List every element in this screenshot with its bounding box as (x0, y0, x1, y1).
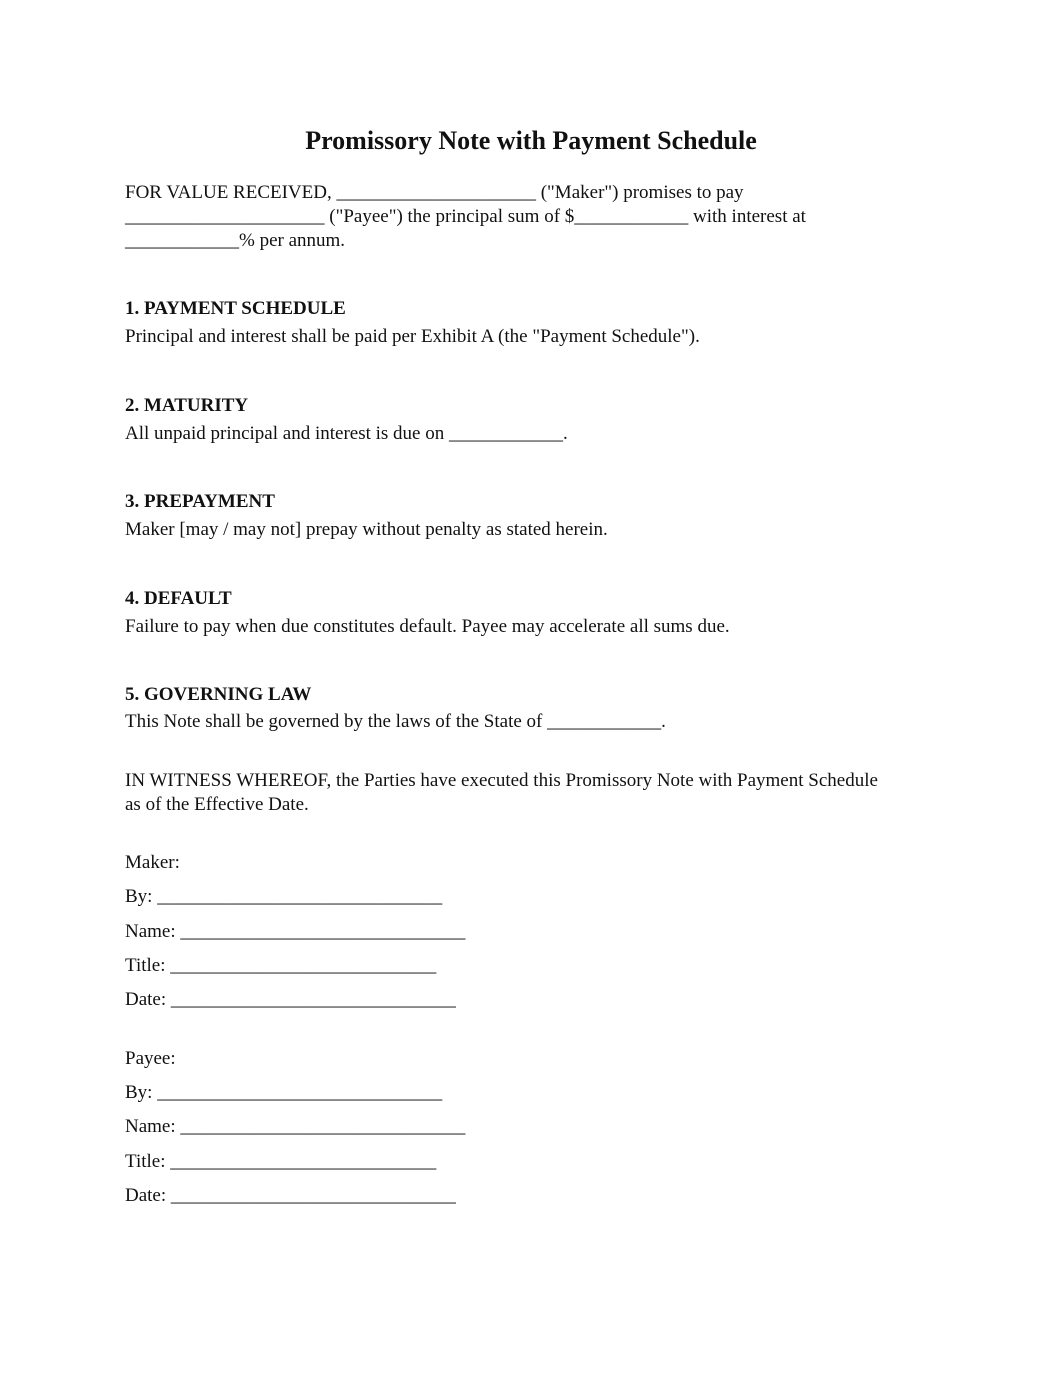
section-heading-payment-schedule: 1. PAYMENT SCHEDULE (125, 298, 346, 319)
intro-line-2: _____________________ ("Payee") the principal sum of $____________ with interest at (125, 206, 806, 227)
section-heading-prepayment: 3. PREPAYMENT (125, 491, 275, 512)
maker-label: Maker: (125, 852, 180, 873)
document-title: Promissory Note with Payment Schedule (305, 126, 757, 155)
maker-title-field: Title: ____________________________ (125, 955, 437, 976)
witness-line-1: IN WITNESS WHEREOF, the Parties have executed this Promissory Note with Payment Schedule (125, 770, 878, 791)
section-heading-governing-law: 5. GOVERNING LAW (125, 684, 312, 705)
maker-name-field: Name: ______________________________ (125, 921, 466, 942)
witness-line-2: as of the Effective Date. (125, 794, 309, 815)
section-heading-default: 4. DEFAULT (125, 588, 232, 609)
maker-by-field: By: ______________________________ (125, 886, 443, 907)
payee-by-field: By: ______________________________ (125, 1082, 443, 1103)
section-body-governing-law: This Note shall be governed by the laws of the State of ____________. (125, 711, 666, 732)
payee-label: Payee: (125, 1048, 176, 1069)
section-body-prepayment: Maker [may / may not] prepay without penalty as stated herein. (125, 519, 608, 540)
intro-line-1: FOR VALUE RECEIVED, _____________________ ("Maker") promises to pay (125, 182, 744, 203)
maker-date-field: Date: ______________________________ (125, 989, 456, 1010)
section-body-maturity: All unpaid principal and interest is due on ____________. (125, 423, 568, 444)
payee-title-field: Title: ____________________________ (125, 1151, 437, 1172)
section-body-payment-schedule: Principal and interest shall be paid per Exhibit A (the "Payment Schedule"). (125, 326, 700, 347)
intro-line-3: ____________% per annum. (125, 230, 346, 251)
section-body-default: Failure to pay when due constitutes default. Payee may accelerate all sums due. (125, 616, 730, 637)
payee-date-field: Date: ______________________________ (125, 1185, 456, 1206)
payee-name-field: Name: ______________________________ (125, 1116, 466, 1137)
section-heading-maturity: 2. MATURITY (125, 395, 249, 416)
